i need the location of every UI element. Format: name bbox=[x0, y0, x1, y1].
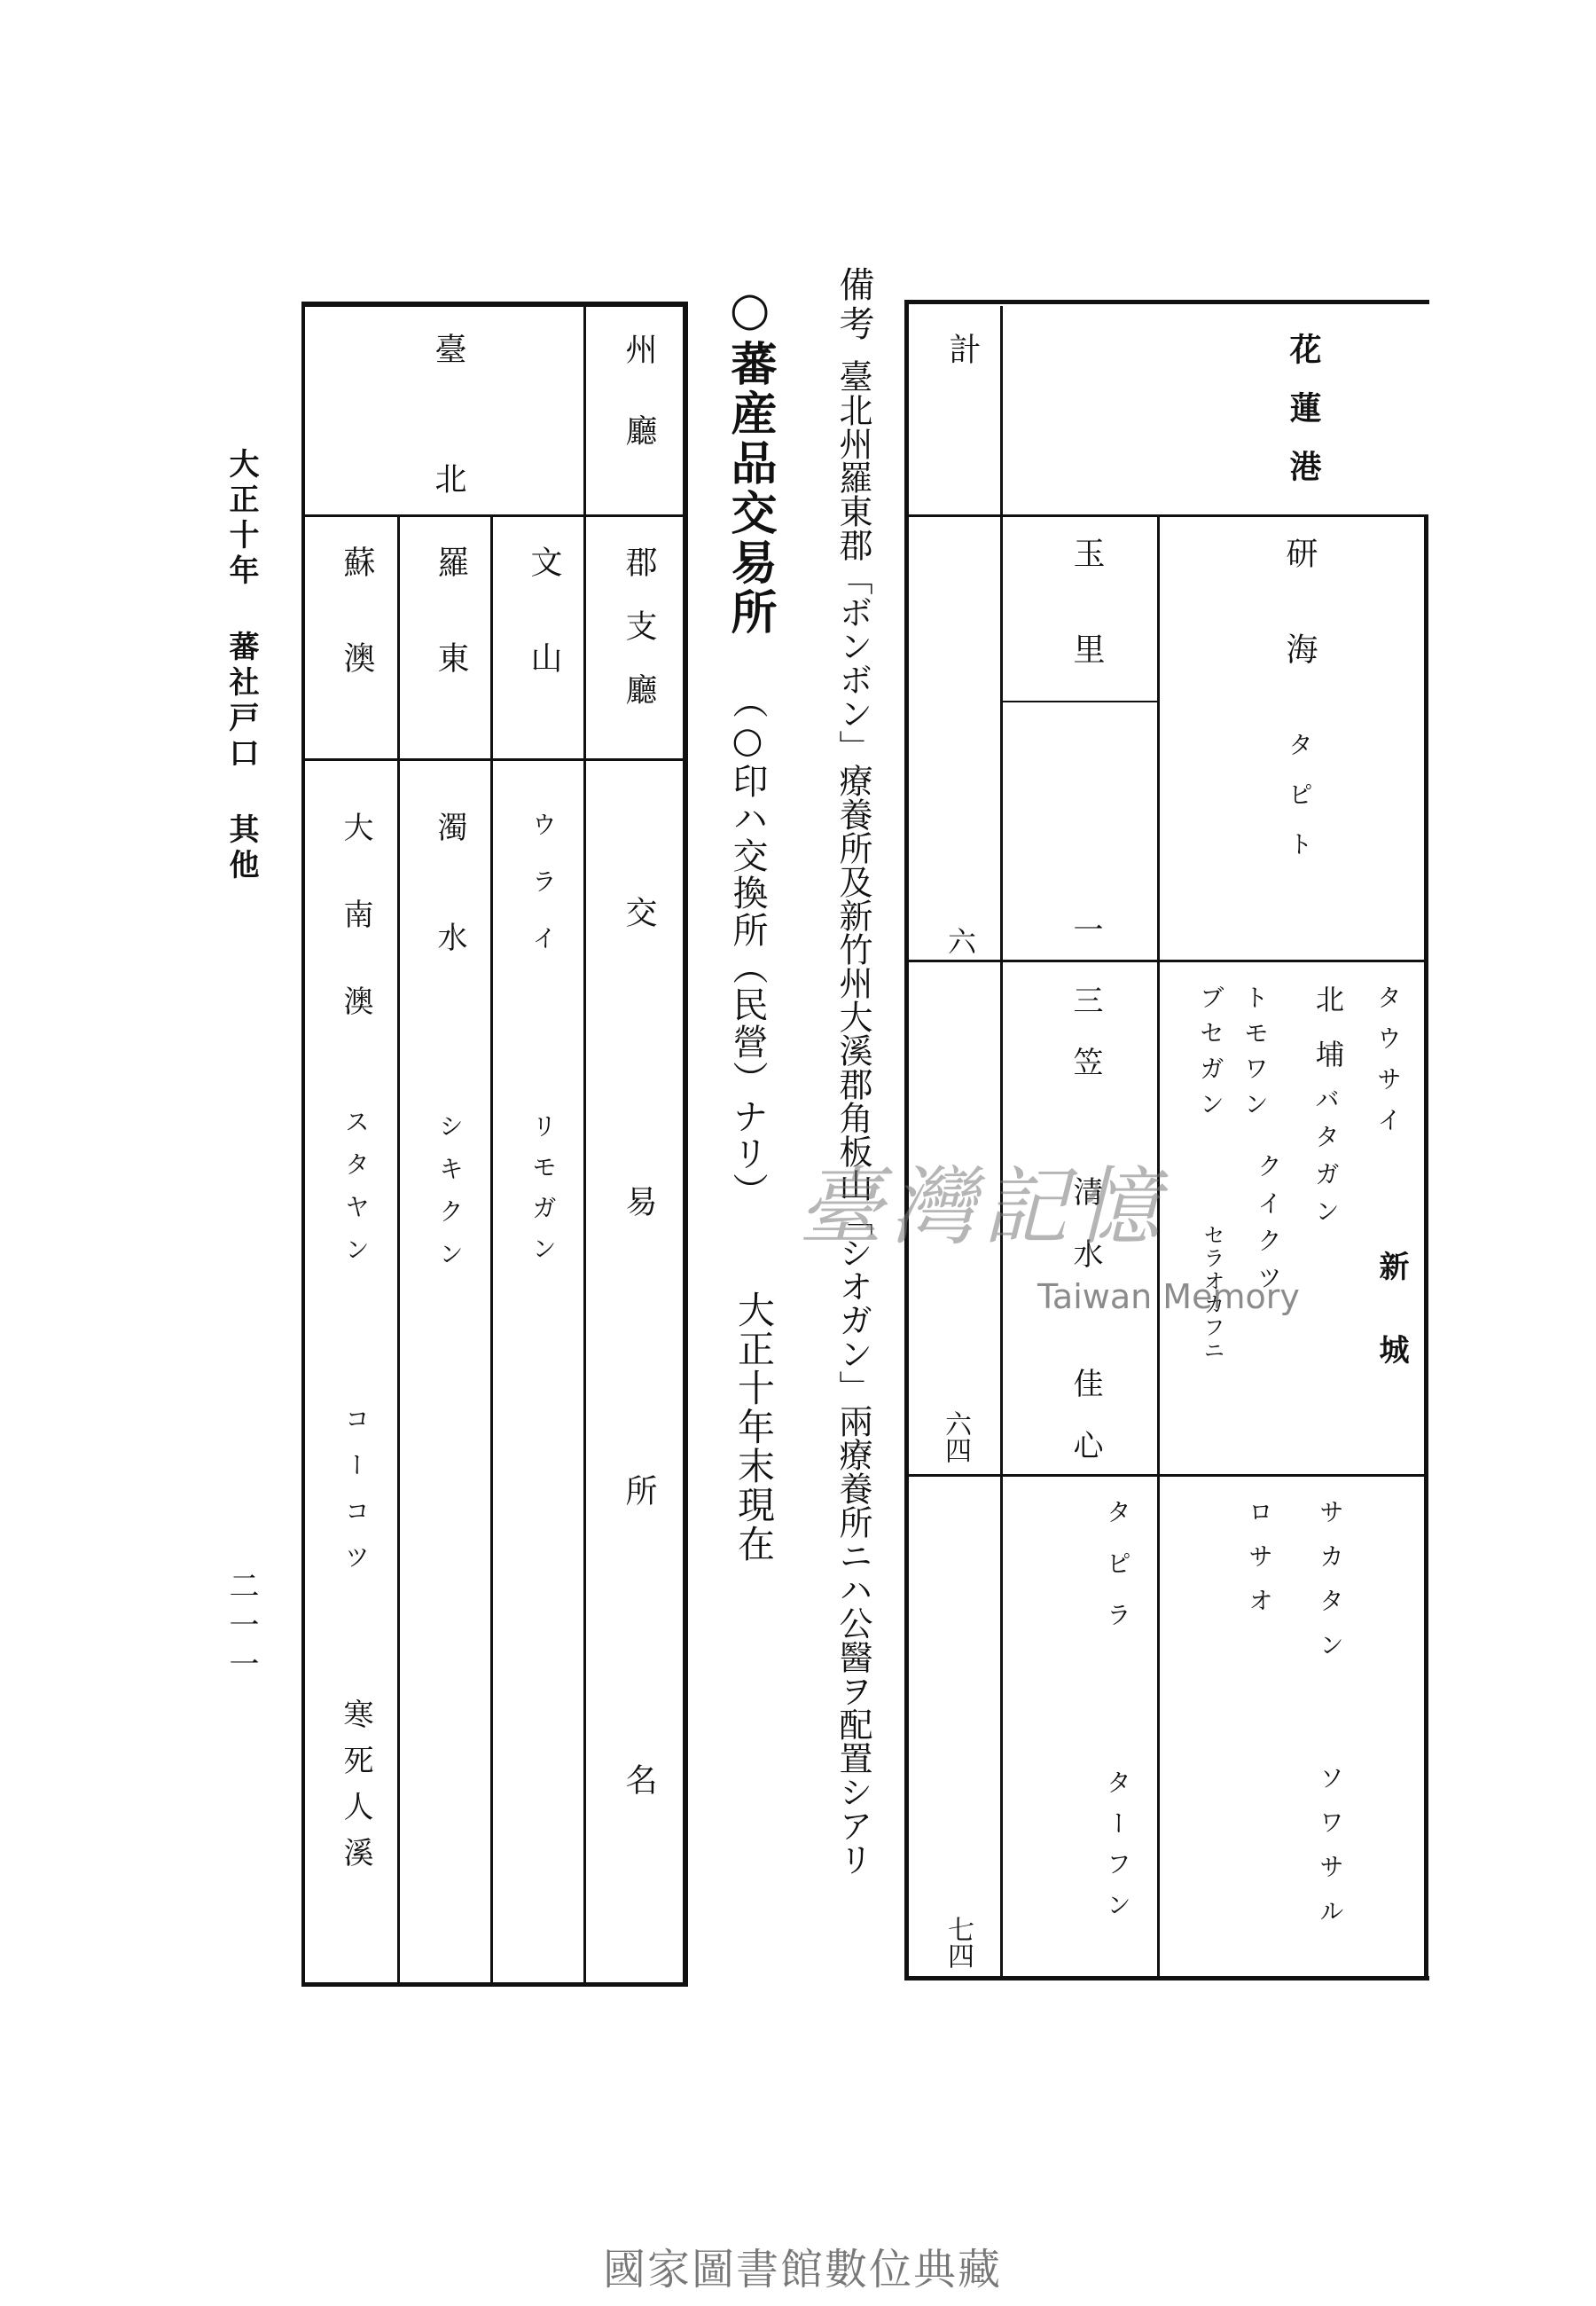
header-prefecture: 州廳 bbox=[621, 333, 657, 496]
district-rato: 羅東 bbox=[433, 545, 469, 737]
watermark-chinese: 臺灣記憶 bbox=[798, 1157, 1167, 1257]
remarks-text: 臺北州羅東郡「ボンボン」療養所及新竹州大溪郡角板山「シオガン」兩療養所ニハ公醫ヲ配置シアリ bbox=[833, 359, 872, 1876]
remarks-label: 備考 bbox=[833, 266, 874, 344]
header-district: 郡支廳 bbox=[621, 545, 657, 737]
trading-post: ウライ bbox=[528, 812, 558, 982]
trading-post: 大南澳 bbox=[338, 812, 373, 1072]
tribe-entry: 一 bbox=[1068, 914, 1103, 944]
trading-post: シキクン bbox=[435, 1113, 465, 1283]
district-bunzan: 文山 bbox=[526, 545, 562, 737]
watermark-english: Taiwan Memory bbox=[1037, 1277, 1300, 1316]
tribe-entry: トモワン bbox=[1240, 984, 1270, 1126]
tribe-entry: タピト bbox=[1285, 732, 1314, 881]
district-suo: 蘇澳 bbox=[339, 545, 375, 737]
tribe-entry: ターフン bbox=[1103, 1769, 1132, 1933]
as-of-date: 大正十年末現在 bbox=[732, 1290, 776, 1564]
total-label: 計 bbox=[944, 333, 981, 365]
prefecture-name: 臺北 bbox=[430, 333, 466, 592]
section-note: （○印ハ交換所（民營）ナリ） bbox=[727, 683, 768, 1210]
unit-tamazato: 玉里 bbox=[1068, 537, 1105, 728]
tribe-entry: タウサイ bbox=[1373, 984, 1403, 1148]
label-shinjo: 新城 bbox=[1373, 1251, 1409, 1417]
running-header: 大正十年 蕃社戸口 其他 bbox=[223, 448, 259, 884]
footer-archive: 國家圖書館數位典藏 bbox=[603, 2245, 1003, 2294]
tribe-entry: 北埔 bbox=[1311, 984, 1345, 1094]
tribe-entry: バタガン bbox=[1311, 1086, 1341, 1235]
tribe-entry: ロサオ bbox=[1245, 1499, 1274, 1632]
section-title: ○蕃産品交易所 bbox=[723, 282, 777, 638]
count: 六四 bbox=[940, 1410, 971, 1463]
tribe-entry: クイクツ bbox=[1254, 1153, 1283, 1302]
trading-post: 濁水 bbox=[432, 812, 467, 1031]
page-number: 二一一 bbox=[223, 1570, 259, 1687]
trading-post: スタヤン bbox=[341, 1109, 371, 1279]
header-trading-posts: 交易所名 bbox=[621, 896, 657, 2052]
trading-post: 寒死人溪 bbox=[338, 1698, 373, 1883]
tribe-entry: ソワサル bbox=[1316, 1765, 1345, 1942]
count: 七四 bbox=[943, 1916, 974, 1969]
tribe-entry: セラオカフニ bbox=[1200, 1224, 1224, 1362]
tribe-entry: タピラ bbox=[1103, 1499, 1132, 1653]
count: 六 bbox=[943, 927, 977, 955]
tribe-entry: サカタン bbox=[1316, 1499, 1345, 1676]
tribe-entry: ブセガン bbox=[1196, 984, 1225, 1126]
unit-kenkai: 研海 bbox=[1281, 537, 1318, 728]
trading-post: リモガン bbox=[528, 1113, 558, 1276]
district-karenko: 花蓮港 bbox=[1285, 333, 1322, 508]
sub-unit-names: 三笠 清水 佳心 bbox=[1068, 984, 1103, 1492]
trading-post: コーコツ bbox=[341, 1406, 371, 1590]
